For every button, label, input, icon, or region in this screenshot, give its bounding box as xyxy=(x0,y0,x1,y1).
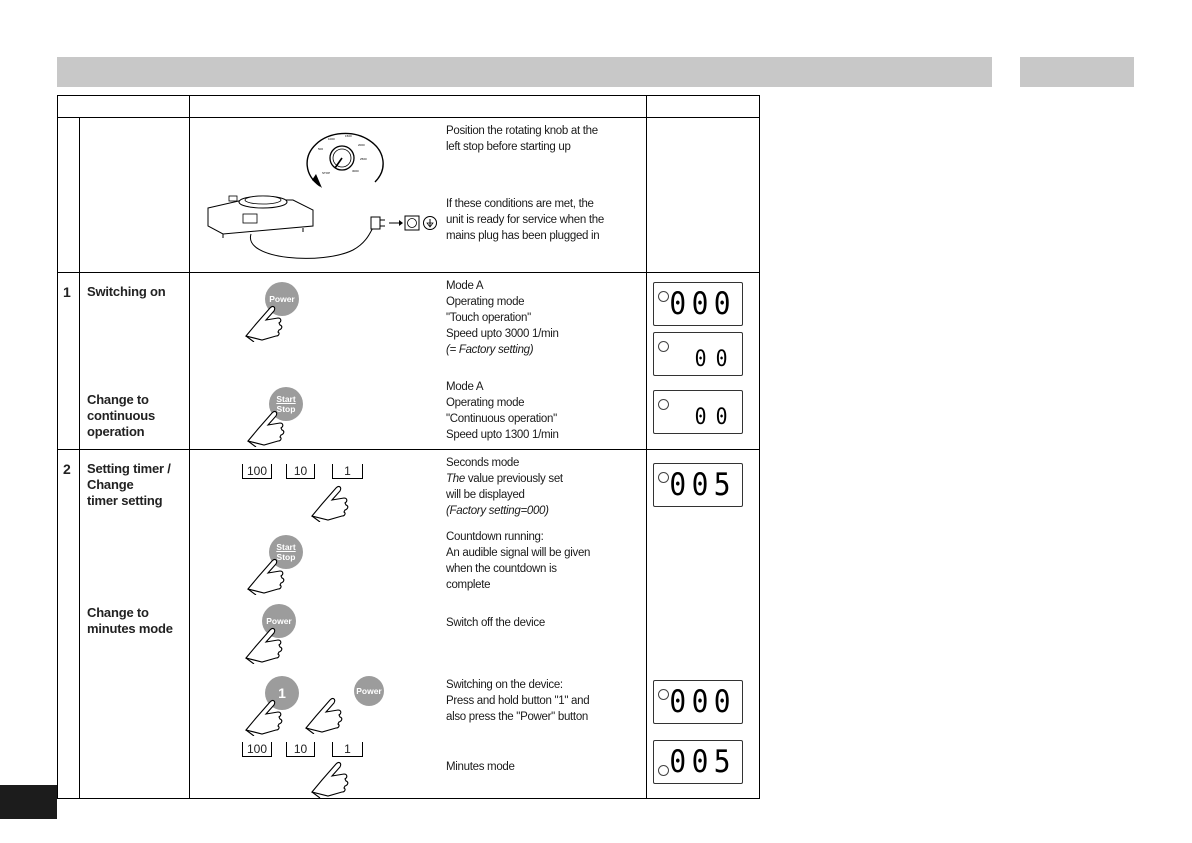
hand-pointer-icon xyxy=(242,618,292,664)
header-tab xyxy=(1020,57,1134,87)
svg-text:3000: 3000 xyxy=(352,169,359,173)
svg-text:1000: 1000 xyxy=(328,137,335,141)
display-005-minutes: 005 xyxy=(653,740,743,784)
start-stop-button[interactable]: Start Stop xyxy=(269,535,303,569)
step-title-continuous: Change to continuous operation xyxy=(87,392,156,439)
key-1[interactable]: 1 xyxy=(332,742,363,757)
display-00: 00 xyxy=(653,332,743,376)
power-button[interactable]: Power xyxy=(354,676,384,706)
step1-text: Mode A Operating mode "Touch operation" Speed upto 3000 1/min (= Factory setting) xyxy=(446,280,559,356)
step2-text-switch-off: Switch off the device xyxy=(446,617,545,629)
hand-pointer-icon xyxy=(308,752,358,798)
header-bar xyxy=(57,57,992,87)
key-1[interactable]: 1 xyxy=(332,464,363,479)
step2-text-switch-on: Switching on the device: Press and hold button "1" and also press the "Power" button xyxy=(446,679,590,723)
page-tab-marker xyxy=(0,785,57,819)
svg-text:2000: 2000 xyxy=(358,143,365,147)
svg-text:500: 500 xyxy=(318,147,324,151)
step1-sub-text: Mode A Operating mode "Continuous operation" Speed upto 1300 1/min xyxy=(446,381,559,441)
display-00-continuous: 00 xyxy=(653,390,743,434)
svg-text:2500: 2500 xyxy=(360,157,367,161)
hand-pointer-icon xyxy=(302,688,352,734)
device-plug-illustration xyxy=(203,190,443,268)
power-button[interactable]: Power xyxy=(262,604,296,638)
step-number-2: 2 xyxy=(63,461,71,477)
svg-text:1500: 1500 xyxy=(345,134,352,138)
power-button[interactable]: Power xyxy=(265,282,299,316)
step-number-1: 1 xyxy=(63,284,71,300)
hand-pointer-icon xyxy=(308,476,358,522)
hand-pointer-icon xyxy=(244,549,294,595)
step-title-switching-on: Switching on xyxy=(87,284,166,299)
start-stop-button[interactable]: Start Stop xyxy=(269,387,303,421)
step2-text-countdown: Countdown running: An audible signal will be given when the countdown is complete xyxy=(446,531,591,591)
hand-pointer-icon xyxy=(242,690,292,736)
rotating-knob-illustration xyxy=(290,122,390,194)
display-000-minutes: 000 xyxy=(653,680,743,724)
key-10[interactable]: 10 xyxy=(286,464,315,479)
display-005: 005 xyxy=(653,463,743,507)
hand-pointer-icon xyxy=(244,401,294,447)
intro-text-1: Position the rotating knob at the left stop before starting up xyxy=(446,125,598,153)
step2-text-seconds: Seconds mode The value previously set will be displayed (Factory setting=000) xyxy=(446,457,563,517)
one-button[interactable]: 1 xyxy=(265,676,299,710)
key-100[interactable]: 100 xyxy=(242,464,272,479)
step-title-minutes: Change to minutes mode xyxy=(87,605,173,636)
step2-text-minutes: Minutes mode xyxy=(446,761,515,773)
key-10[interactable]: 10 xyxy=(286,742,315,757)
key-100[interactable]: 100 xyxy=(242,742,272,757)
display-000: 000 xyxy=(653,282,743,326)
step-title-timer: Setting timer / Change timer setting xyxy=(87,461,171,508)
intro-text-2: If these conditions are met, the unit is ready for service when the mains plug has been plugged in xyxy=(446,198,604,242)
hand-pointer-icon xyxy=(242,296,292,342)
svg-text:STOP: STOP xyxy=(322,171,331,175)
